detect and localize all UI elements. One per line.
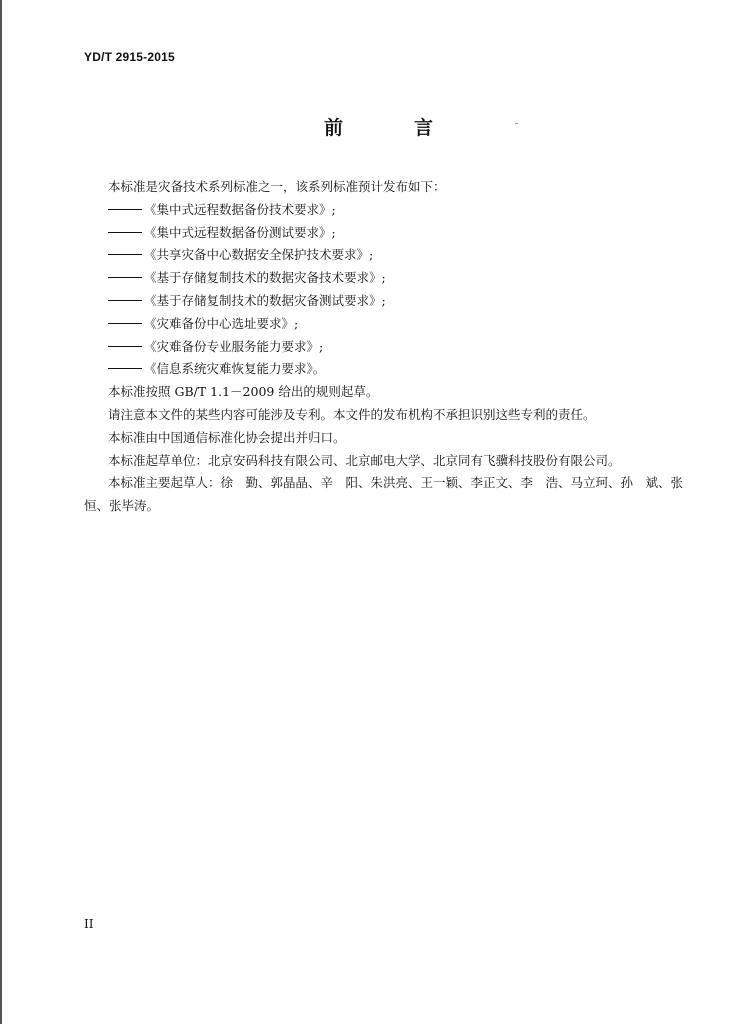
series-list (84, 199, 684, 381)
document-body (84, 176, 696, 518)
dash-mark (108, 323, 142, 324)
list-item: 《集中式远程数据备份测试要求》; (84, 222, 684, 245)
list-item: 《集中式远程数据备份技术要求》; (84, 199, 684, 222)
dash-mark (108, 368, 142, 369)
dash-mark (108, 209, 142, 210)
intro-paragraph: 本标准是灾备技术系列标准之一，该系列标准预计发布如下： (108, 179, 446, 194)
drafting-units-paragraph: 本标准起草单位：北京安码科技有限公司、北京邮电大学、北京同有飞骥科技股份有限公司。 (108, 452, 621, 468)
dash-mark (108, 300, 142, 301)
list-item: 《灾难备份中心选址要求》; (84, 313, 684, 336)
list-item: 《信息系统灾难恢复能力要求》。 (84, 358, 684, 381)
page-edge-rule (0, 0, 2, 1024)
list-item: 《基于存储复制技术的数据灾备测试要求》; (84, 290, 684, 313)
list-item: 《灾难备份专业服务能力要求》; (84, 336, 684, 359)
dash-mark (108, 254, 142, 255)
standard-code: YD/T 2915-2015 (84, 50, 175, 64)
page-number: II (84, 917, 94, 931)
dash-mark (108, 277, 142, 278)
list-item: 《共享灾备中心数据安全保护技术要求》; (84, 244, 684, 267)
list-item: 《基于存储复制技术的数据灾备技术要求》; (84, 267, 684, 290)
main-drafters-paragraph: 本标准主要起草人：徐 勤、郭晶晶、辛 阳、朱洪亮、王一颖、李正文、李 浩、马立珂、孙 斌、张 恒、张毕涛。 (84, 475, 696, 514)
patent-notice-paragraph: 请注意本文件的某些内容可能涉及专利。本文件的发布机构不承担识别这些专利的责任。 (108, 406, 596, 422)
dash-mark (108, 346, 142, 347)
page-title: 前 言 (323, 117, 459, 139)
proposer-paragraph: 本标准由中国通信标准化协会提出并归口。 (108, 429, 346, 445)
dash-mark (108, 232, 142, 233)
drafting-rules-paragraph: 本标准按照 GB/T 1.1－2009 给出的规则起草。 (108, 384, 379, 400)
